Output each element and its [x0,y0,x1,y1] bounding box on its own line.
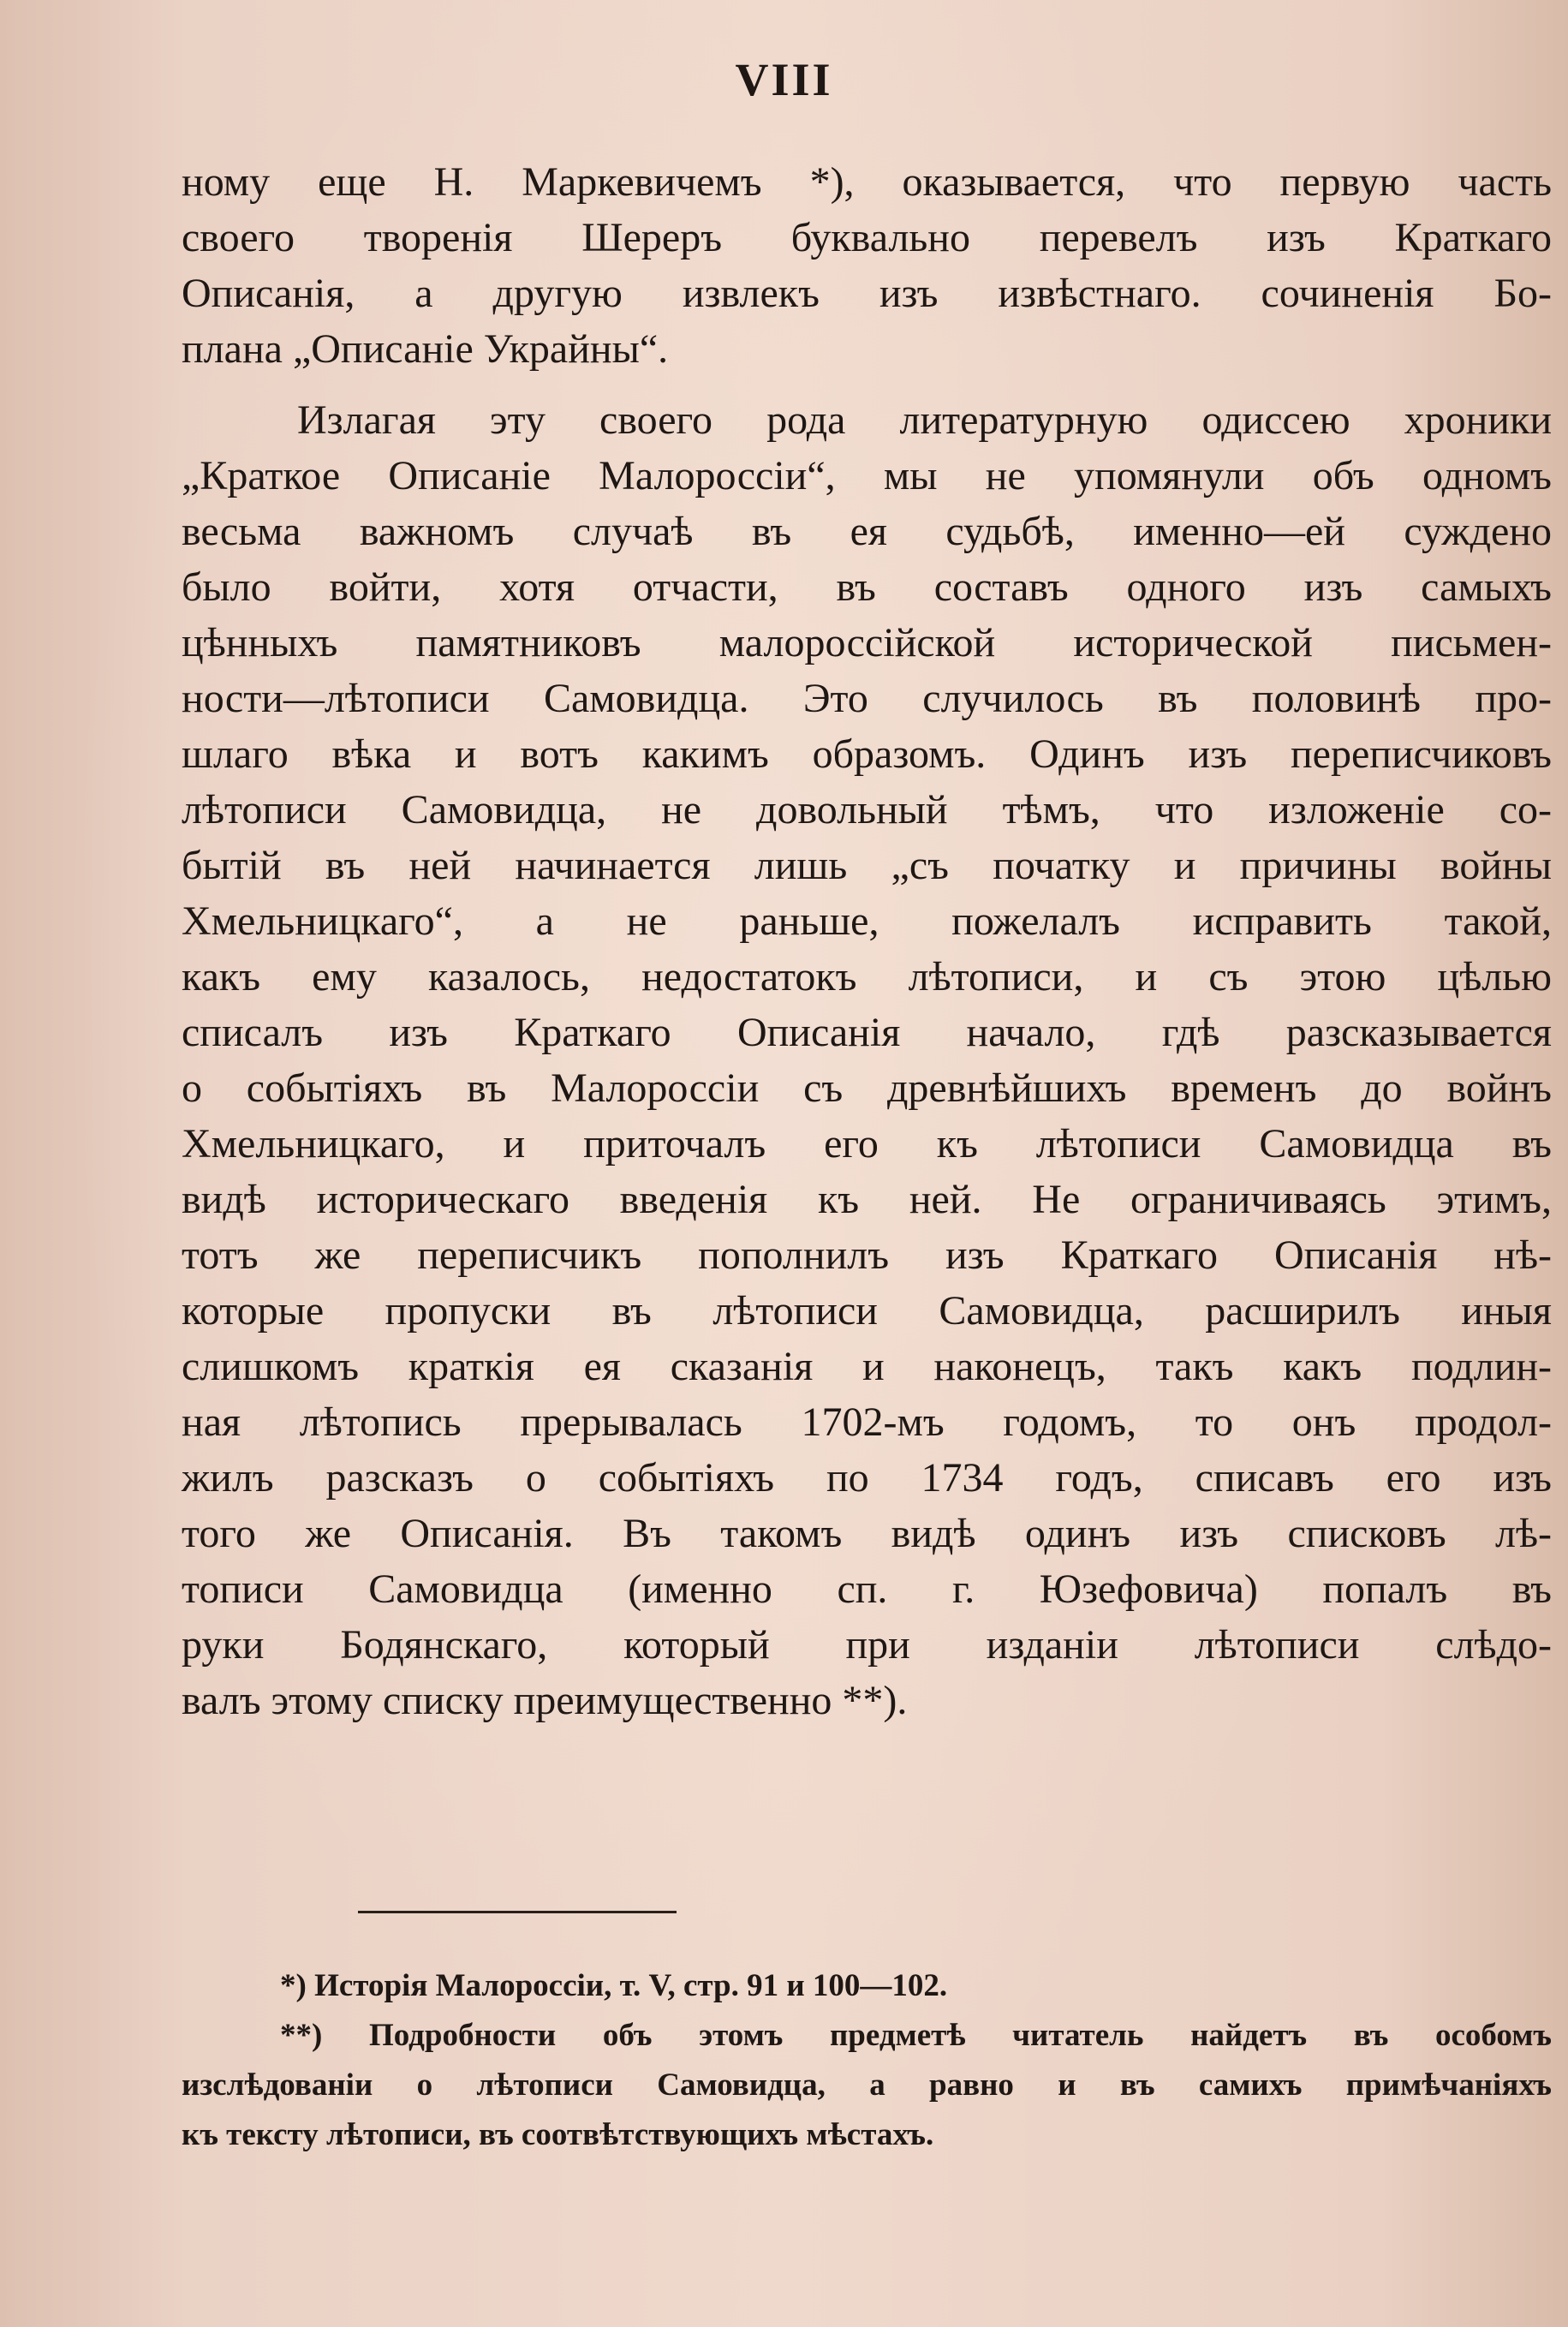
text-line: какъ ему казалось, недостатокъ лѣтописи, и съ этою цѣлью [182,954,1552,999]
text-line: цѣнныхъ памятниковъ малороссійской исторической письмен- [182,620,1552,665]
text-line: Описанія, а другую извлекъ изъ извѣстнаго. сочиненія Бо- [182,271,1552,316]
footnote-1 [182,1961,1552,2011]
footnotes [182,1961,1552,2160]
text-line: тотъ же переписчикъ пополнилъ изъ Краткаго Описанія нѣ- [182,1232,1552,1278]
text-line: ности—лѣтописи Самовидца. Это случилось въ половинѣ про- [182,676,1552,721]
footnote-2 [182,2011,1552,2160]
text-line: списалъ изъ Краткаго Описанія начало, гдѣ разсказывается [182,1010,1552,1055]
text-line: Хмельницкаго“, а не раньше, пожелалъ исправить такой, [182,898,1552,944]
paragraph-2 [182,392,1552,1728]
text-line: жилъ разсказъ о событіяхъ по 1734 годъ, списавъ его изъ [182,1455,1552,1501]
text-line: слишкомъ краткія ея сказанія и наконецъ, такъ какъ подлин- [182,1344,1552,1389]
text-line: Хмельницкаго, и приточалъ его къ лѣтописи Самовидца въ [182,1121,1552,1166]
text-line: тописи Самовидца (именно сп. г. Юзефовича) попалъ въ [182,1566,1552,1612]
text-line: ному еще Н. Маркевичемъ *), оказывается, что первую часть [182,159,1552,205]
text-line: своего творенія Шереръ буквально перевелъ изъ Краткаго [182,215,1552,260]
text-line: валъ этому списку преимущественно **). [182,1678,908,1723]
footnote-line: изслѣдованіи о лѣтописи Самовидца, а равно и въ самихъ примѣчаніяхъ [182,2067,1552,2103]
text-line: того же Описанія. Въ такомъ видѣ одинъ изъ списковъ лѣ- [182,1511,1552,1556]
footnote-line: **) Подробности объ этомъ предметѣ читатель найдетъ въ особомъ [280,2018,1552,2053]
page-number: VIII [735,54,833,105]
text-line: Излагая эту своего рода литературную одиссею хроники [297,397,1552,443]
text-line: руки Бодянскаго, который при изданіи лѣтописи слѣдо- [182,1622,1552,1668]
paragraph-gap [182,377,1552,392]
text-line: весьма важномъ случаѣ въ ея судьбѣ, именно—ей суждено [182,509,1552,554]
paragraph-1 [182,154,1552,377]
text-line: шлаго вѣка и вотъ какимъ образомъ. Одинъ изъ переписчиковъ [182,731,1552,777]
text-line: ная лѣтопись прерывалась 1702-мъ годомъ, то онъ продол- [182,1399,1552,1445]
text-line: было войти, хотя отчасти, въ составъ одного изъ самыхъ [182,564,1552,610]
footnote-divider [358,1911,677,1913]
text-line: лѣтописи Самовидца, не довольный тѣмъ, что изложеніе со- [182,787,1552,832]
body-text [182,154,1552,1728]
footnote-line: *) Исторія Малороссіи, т. V, стр. 91 и 100—102. [280,1968,948,2003]
text-line: о событіяхъ въ Малороссіи съ древнѣйшихъ временъ до войнъ [182,1065,1552,1111]
text-line: „Краткое Описаніе Малороссіи“, мы не упомянули объ одномъ [182,453,1552,498]
text-line: плана „Описаніе Украйны“. [182,326,669,372]
text-line: бытій въ ней начинается лишь „съ початку и причины войны [182,843,1552,888]
text-line: видѣ историческаго введенія къ ней. Не ограничиваясь этимъ, [182,1177,1552,1222]
text-line: которые пропуски въ лѣтописи Самовидца, расширилъ иныя [182,1288,1552,1334]
footnote-line: къ тексту лѣтописи, въ соотвѣтствующихъ мѣстахъ. [182,2117,934,2152]
